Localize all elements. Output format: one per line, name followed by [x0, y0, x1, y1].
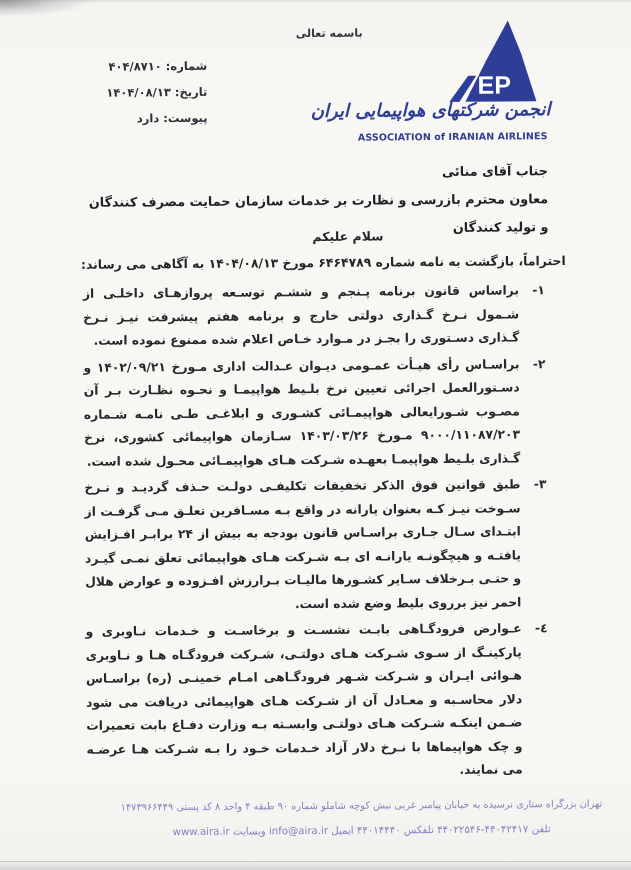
item-number: ۲- [532, 356, 546, 371]
letter-date-label: تاریخ: [174, 84, 208, 100]
letter-date-value: ۱۴۰۴/۰۸/۱۳ [106, 85, 171, 100]
letter-number-value: ۴۰۴/۸۷۱۰ [108, 59, 162, 74]
bismillah-heading: باسمه تعالی [295, 26, 363, 41]
letter-attachment-label: پیوست: [163, 110, 208, 126]
airline-tailfin-logo-icon [425, 19, 538, 103]
salutation-line: سلام علیکم [312, 228, 384, 245]
item-text: براساس قانون برنامه پـنجم و ششـم توسـعه پروازهـای داخلـی از شـمول نـرخ گـذاری دولتی خارج و برنامه هفتم پیشرفت نیـز نـرخ گـذاری دسـتوری را بجـز در مـوارد خـاص اعلام شده ممنوع نموده است. [82, 283, 520, 348]
letterhead-footer [3, 799, 631, 840]
letter-body-items [83, 279, 550, 788]
letter-item-4 [85, 617, 549, 785]
association-name-farsi: انجمن شرکتهای هواپیمایی ایران [310, 99, 551, 123]
footer-address: تهران بزرگراه ستاری نرسیده به خیابان پیامبر غربی نبش کوچه شاملو شماره ۹۰ طبقه ۴ واحد ۸ کد پستی ۱۴۷۳۹۶۶۴۴۹ [120, 798, 603, 814]
letter-number-label: شماره: [165, 58, 208, 74]
logo-ep-letters: EP [477, 71, 512, 100]
letter-attachment-value: دارد [136, 111, 160, 126]
letter-item-3 [84, 473, 548, 618]
letter-number-row [106, 53, 207, 80]
item-text: طبق قوانین فوق الذکر تخفیفات تکلیفـی دولـت حـذف گردیـد و نـرخ سـوخت نیـز کـه بعنوان یارانه در واقع بـه مسـافرین تعلـق مـی گرفـت از ابتـدای سـال جـاری براسـاس قانون بودجه به بیش از ۲۴ برابـر افـزایش یافتـه و هیچگونـه یارانـه ای بـه شـرکت هـای هواپیمائی تعلق نمـی گیـرد و حتـی بـرخلاف سـایر کشـورها مالیـات بـرارزش افـزوده و عوارض هلال احمر نیز برروی بلیط وضع شده است. [84, 477, 522, 611]
recipient-title: معاون محترم بازرسی و نظارت بر خدمات سازمان حمایت مصرف کنندگان و تولید کنندگان [88, 192, 549, 236]
letter-item-1 [83, 279, 547, 353]
item-number: ۳- [533, 477, 547, 492]
footer-contact: تلفن ۴۴۰۴۲۴۱۷-۴۴۰۲۲۵۴۶ تلفکس ۴۴۰۱۴۴۴۰ ایمیل info@aira.ir وبسایت www.aira.ir [172, 824, 551, 839]
item-text: براسـاس رأی هیـأت عمـومی دیـوان عـدالت اداری مـورخ ۱۴۰۲/۰۹/۲۱ و دسـتورالعمل اجرائی تعیین نرخ بلـیط هواپیمـا و نحـوه نظـارت بـر آن مصـوب شـورایعالی هواپیمـائی کشـوری و ابلاغـی طـی نامـه شـماره ۹۰۰۰/۱۱۰۸۷/۲۰۳ مـورخ ۱۴۰۳/۰۳/۲۶ سـازمان هواپیمائی کشوری، نرخ گـذاری بلـیط هواپیمـا بعهـده شـرکت هـای هواپیمـائی محـول شده است. [83, 356, 521, 469]
item-text: عـوارض فرودگـاهی بابـت نشسـت و برخاسـت و خـدمات نـاوبری و پارکینـگ از سـوی شـرکت هـای دولتـی، شـرکت فرودگـاه هـا و نـاوبری هـوائی ایـران و شـرکت شـهر فرودگـاهی امـام خمینـی (ره) براسـاس دلار محاسـبه و معـادل آن از شـرکت هـای هواپیمائی دریافت می شود ضـمن اینکـه شـرکت هـای دولتـی وابسـته بـه وزارت دفـاع بابت تعمیرات و چک هواپیماها با نـرخ دلار آزاد خـدمات خـود را بـه شـرکت هـا عرضـه می نمایند. [85, 621, 523, 777]
association-name-english: ASSOCIATION of IRANIAN AIRLINES [357, 131, 548, 144]
scan-artifact-top-edge [0, 0, 631, 3]
letter-date-row [106, 79, 207, 106]
letter-meta-block [106, 53, 208, 132]
intro-line: احتراماً، بازگشت به نامه شماره ۶۴۶۴۷۸۹ مورخ ۱۴۰۴/۰۸/۱۳ به آگاهی می رساند: [80, 253, 566, 272]
item-number: ٤- [534, 621, 548, 636]
letter-attachment-row [106, 105, 207, 132]
letter-item-2 [83, 353, 547, 474]
recipient-name: جناب آقای منائی [441, 164, 549, 180]
scan-artifact-corner [0, 0, 130, 24]
scan-artifact-bottom-edge [0, 861, 631, 870]
item-number: ۱- [532, 283, 545, 298]
